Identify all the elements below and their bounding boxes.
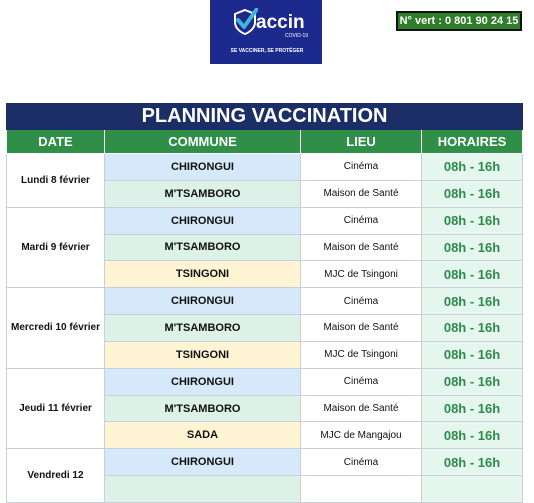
- vaccin-covid-logo: [210, 0, 322, 64]
- table-row: [7, 288, 523, 315]
- hours-cell: 08h - 16h: [422, 341, 523, 368]
- hours-cell: 08h - 16h: [422, 422, 523, 449]
- commune-cell: [105, 476, 301, 503]
- lieu-cell: Cinéma: [301, 449, 422, 476]
- date-cell: Vendredi 12: [7, 449, 105, 503]
- hours-cell: 08h - 16h: [422, 288, 523, 315]
- hours-cell: 08h - 16h: [422, 207, 523, 234]
- date-cell: Lundi 8 février: [7, 154, 105, 208]
- lieu-cell: [301, 476, 422, 503]
- hours-cell: [422, 476, 523, 503]
- date-cell: Mercredi 10 février: [7, 288, 105, 369]
- table-header-row: [7, 130, 523, 154]
- commune-cell: M'TSAMBORO: [105, 395, 301, 422]
- commune-cell: CHIRONGUI: [105, 288, 301, 315]
- table-row: [7, 207, 523, 234]
- commune-cell: M'TSAMBORO: [105, 315, 301, 342]
- lieu-cell: Maison de Santé: [301, 234, 422, 261]
- table-row: [7, 154, 523, 181]
- commune-cell: CHIRONGUI: [105, 449, 301, 476]
- hours-cell: 08h - 16h: [422, 154, 523, 181]
- hours-cell: 08h - 16h: [422, 449, 523, 476]
- commune-cell: TSINGONI: [105, 341, 301, 368]
- commune-cell: TSINGONI: [105, 261, 301, 288]
- lieu-cell: MJC de Tsingoni: [301, 341, 422, 368]
- hotline-badge: N° vert : 0 801 90 24 15: [396, 11, 522, 31]
- hours-cell: 08h - 16h: [422, 261, 523, 288]
- commune-cell: CHIRONGUI: [105, 207, 301, 234]
- logo-covid-label: COVID-19: [285, 33, 309, 39]
- header-horaires: HORAIRES: [422, 130, 523, 154]
- commune-cell: CHIRONGUI: [105, 368, 301, 395]
- shield-check-icon: [232, 8, 258, 36]
- hours-cell: 08h - 16h: [422, 368, 523, 395]
- commune-cell: M'TSAMBORO: [105, 234, 301, 261]
- commune-cell: CHIRONGUI: [105, 154, 301, 181]
- hours-cell: 08h - 16h: [422, 395, 523, 422]
- lieu-cell: Cinéma: [301, 154, 422, 181]
- lieu-cell: MJC de Mangajou: [301, 422, 422, 449]
- logo-word: accin: [256, 12, 305, 33]
- date-cell: Mardi 9 février: [7, 207, 105, 288]
- commune-cell: SADA: [105, 422, 301, 449]
- logo-slogan: SE VACCINER, SE PROTÉGER: [230, 48, 304, 54]
- header-commune: COMMUNE: [105, 130, 301, 154]
- lieu-cell: Cinéma: [301, 288, 422, 315]
- lieu-cell: Maison de Santé: [301, 395, 422, 422]
- hours-cell: 08h - 16h: [422, 180, 523, 207]
- header-date: DATE: [7, 130, 105, 154]
- lieu-cell: Maison de Santé: [301, 315, 422, 342]
- header-lieu: LIEU: [301, 130, 422, 154]
- table-body: [7, 154, 523, 503]
- lieu-cell: Cinéma: [301, 368, 422, 395]
- hours-cell: 08h - 16h: [422, 234, 523, 261]
- table-row: [7, 449, 523, 476]
- date-cell: Jeudi 11 février: [7, 368, 105, 449]
- lieu-cell: Maison de Santé: [301, 180, 422, 207]
- lieu-cell: Cinéma: [301, 207, 422, 234]
- hours-cell: 08h - 16h: [422, 315, 523, 342]
- table-title: PLANNING VACCINATION: [7, 104, 523, 130]
- vaccination-schedule-table: [6, 103, 523, 503]
- lieu-cell: MJC de Tsingoni: [301, 261, 422, 288]
- table-row: [7, 368, 523, 395]
- commune-cell: M'TSAMBORO: [105, 180, 301, 207]
